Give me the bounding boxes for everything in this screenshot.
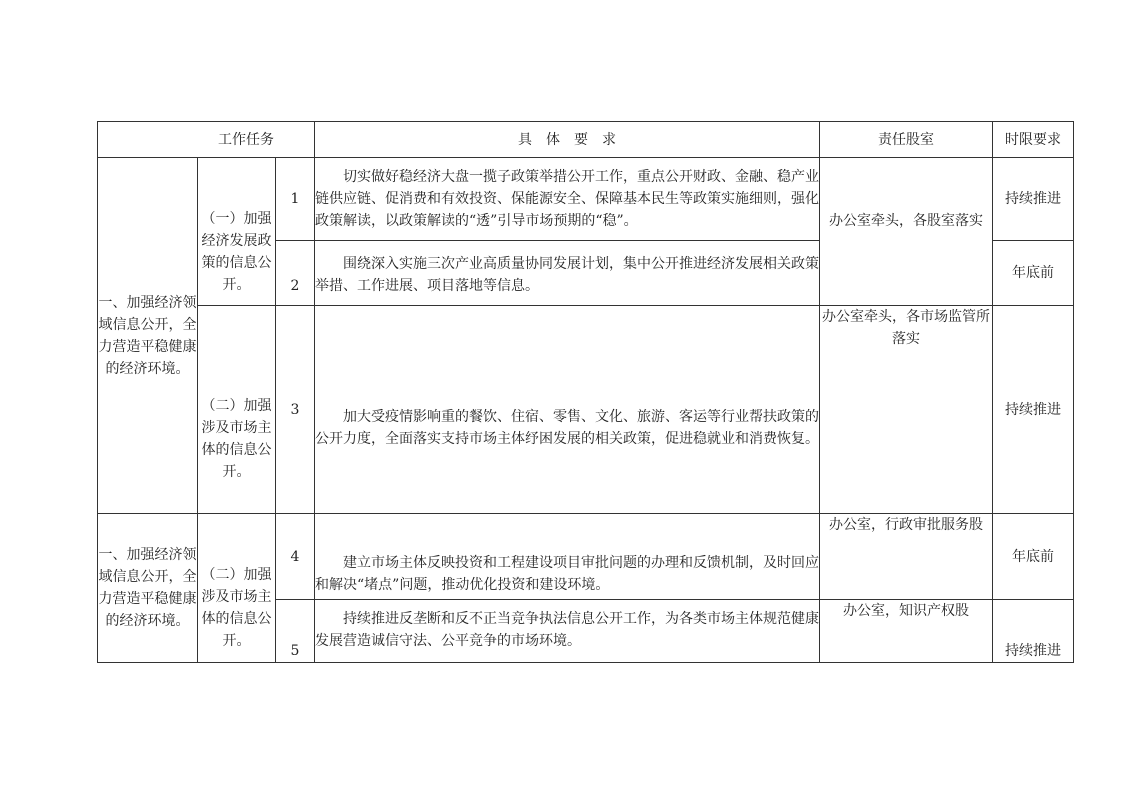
table-row [98, 306, 1074, 514]
row-number: 4 [276, 514, 315, 600]
subtask-cell: （二）加强涉及市场主体的信息公开。 [198, 514, 276, 663]
category-cell: 一、加强经济领域信息公开，全力营造平稳健康的经济环境。 [98, 158, 198, 514]
deadline-cell: 年底前 [993, 241, 1074, 306]
deadline-cell: 持续推进 [993, 600, 1074, 663]
department-cell: 办公室，行政审批服务股 [820, 514, 993, 600]
department-cell: 办公室牵头，各市场监管所落实 [820, 306, 993, 514]
department-cell: 办公室牵头，各股室落实 [820, 158, 993, 306]
requirement-text: 持续推进反垄断和反不正当竞争执法信息公开工作，为各类市场主体规范健康发展营造诚信守法、公平竞争的市场环境。 [315, 611, 820, 649]
requirement-cell [315, 600, 820, 663]
department-cell: 办公室，知识产权股 [820, 600, 993, 663]
requirement-text: 加大受疫情影响重的餐饮、住宿、零售、文化、旅游、客运等行业帮扶政策的公开力度，全面落实支持市场主体纾困发展的相关政策，促进稳就业和消费恢复。 [315, 409, 820, 447]
deadline-cell: 年底前 [993, 514, 1074, 600]
row-number: 1 [276, 158, 315, 241]
header-deadline: 时限要求 [993, 122, 1074, 158]
deadline-cell: 持续推进 [993, 306, 1074, 514]
row-number: 2 [276, 241, 315, 306]
subtask-cell: （二）加强涉及市场主体的信息公开。 [198, 306, 276, 514]
requirement-cell [315, 241, 820, 306]
requirement-cell [315, 306, 820, 514]
requirement-text: 切实做好稳经济大盘一揽子政策举措公开工作，重点公开财政、金融、稳产业链供应链、促消费和有效投资、保能源安全、保障基本民生等政策实施细则，强化政策解读，以政策解读的“透”引导市场预期的“稳”。 [315, 169, 820, 229]
requirement-text: 建立市场主体反映投资和工程建设项目审批问题的办理和反馈机制，及时回应和解决“堵点”问题，推动优化投资和建设环境。 [315, 555, 820, 593]
deadline-cell: 持续推进 [993, 158, 1074, 241]
row-number: 5 [276, 600, 315, 663]
row-number: 3 [276, 306, 315, 514]
table-row [98, 158, 1074, 241]
subtask-cell: （一）加强经济发展政策的信息公开。 [198, 158, 276, 306]
header-requirement: 具 体 要 求 [315, 122, 820, 158]
header-department: 责任股室 [820, 122, 993, 158]
header-work-task: 工作任务 [98, 122, 315, 158]
table-header-row [98, 122, 1074, 158]
requirement-text: 围绕深入实施三次产业高质量协同发展计划，集中公开推进经济发展相关政策举措、工作进展、项目落地等信息。 [315, 256, 820, 294]
requirement-cell [315, 158, 820, 241]
requirement-cell [315, 514, 820, 600]
category-cell: 一、加强经济领域信息公开，全力营造平稳健康的经济环境。 [98, 514, 198, 663]
work-task-table [97, 121, 1074, 663]
table-row [98, 514, 1074, 600]
